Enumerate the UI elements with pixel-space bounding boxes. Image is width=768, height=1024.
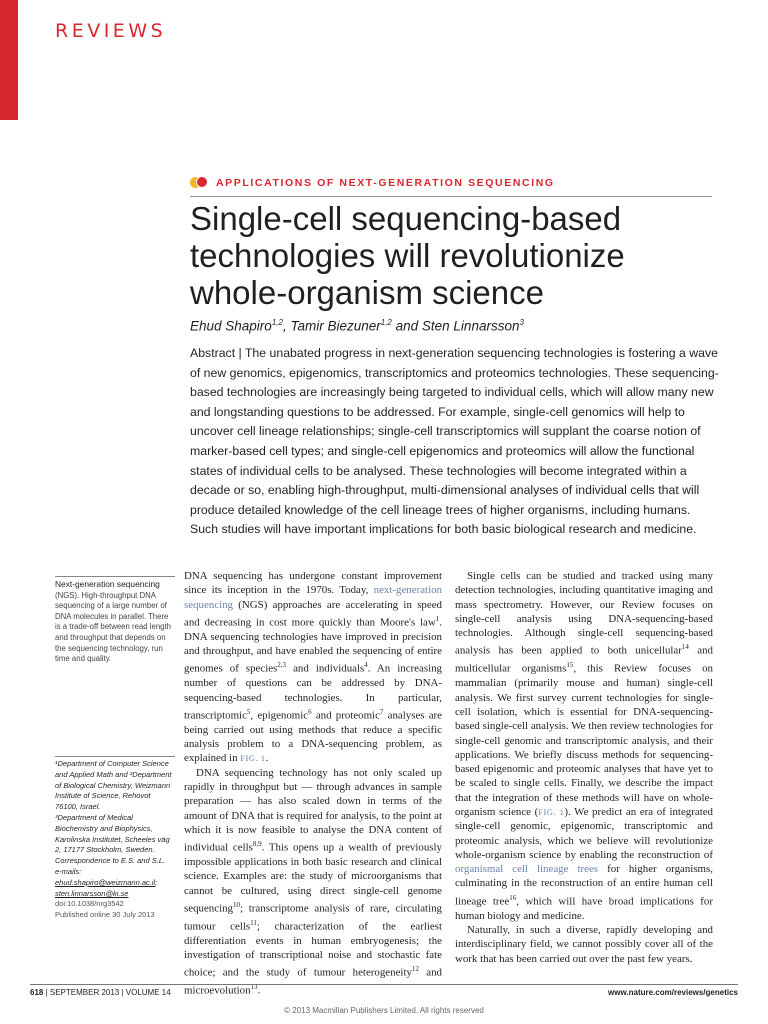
author-name: Sten Linnarsson (421, 318, 520, 334)
affiliations (55, 756, 175, 921)
text: for higher organisms, culminating in the reconstruction of an entire human cell lineage tree (455, 863, 713, 908)
citation[interactable]: 5 (246, 707, 251, 716)
author-affiliation-ref: 3 (519, 318, 524, 327)
paragraph (184, 569, 442, 766)
text: . (265, 752, 269, 765)
author-affiliation-ref: 1,2 (380, 318, 392, 327)
citation[interactable]: 8,9 (252, 840, 262, 849)
journal-url[interactable]: www.nature.com/reviews/genetics (608, 988, 738, 997)
series-rule (190, 196, 712, 197)
text: , which will have broad implications for human biology and medicine. (455, 895, 713, 922)
emails: e-mails: ehud.shapiro@weizmann.ac.il; sten.linnarsson@ki.se (55, 866, 158, 898)
citation[interactable]: 1 (435, 614, 440, 623)
text: analyses are being carried out using methods that reduce a specific analysis problem to a DNA-sequencing problem, as explained in (184, 709, 442, 765)
author-separator: , (282, 318, 291, 334)
citation[interactable]: 6 (308, 707, 312, 716)
emails-label: e-mails: (55, 866, 82, 876)
text: and microevolution (184, 967, 442, 998)
abstract-text: The unabated progress in next-generation sequencing technologies is fostering a wave of new genomics, epigenomics, transcriptomics and proteomics technologies. These sequencing-based technologies are increasingly being targeted to individual cells, which will allow many new and longstanding questions to be addressed. For example, single-cell genomics will help to uncover cell lineage relationships; single-cell transcriptomics will supplant the coarse notion of marker-based cell types; and single-cell epigenomics and proteomics will allow the functional states of individual cells to be analysed. These technologies will become integrated within a decade or so, enabling high-throughput, multi-dimensional analyses of individual cells that will produce detailed knowledge of the cell lineage trees of higher organisms, including humans. Such studies will have important implications for both basic biological research and medicine. (190, 346, 719, 537)
paragraph (184, 766, 442, 999)
footer-rule (30, 984, 738, 985)
author-list (190, 318, 524, 334)
text: . (257, 985, 261, 998)
correspondence: Correspondence to E.S. and S.L. (55, 856, 166, 866)
citation[interactable]: 4 (364, 661, 368, 670)
citation[interactable]: 2,3 (277, 661, 287, 670)
copyright: © 2013 Macmillan Publishers Limited. All rights reserved (284, 1006, 484, 1015)
citation[interactable]: 15 (566, 661, 574, 670)
text: ). We predict an era of integrated single-cell genomic, epigenomic, transcriptomic and proteomic analysis, which we believe will revolutionize whole-organism science by enabling the reconstruction of (455, 806, 714, 861)
abstract-label: Abstract | (190, 346, 242, 360)
text: and multicellular organisms (455, 645, 713, 676)
email-link-shapiro[interactable]: ehud.shapiro@weizmann.ac.il (55, 877, 156, 887)
section-color-bar (0, 0, 18, 120)
paragraph: Naturally, in such a diverse, rapidly developing and interdisciplinary field, we cannot possibly cover all of the work that has been carried out over the past few years. (455, 924, 713, 965)
text: . DNA sequencing technologies have improved in precision and throughput, and have enabled the sequencing of entire genomes of species (184, 616, 442, 676)
text: and proteomic (311, 709, 380, 722)
citation[interactable]: 11 (250, 918, 257, 927)
body-column-2 (455, 569, 713, 966)
affiliation-weizmann: ¹Department of Computer Science and Applied Math and ²Department of Biological Chemistry, Weizmann Institute of Science, Rehovot 76100, Israel. (55, 759, 172, 812)
affiliation-karolinska: ³Department of Medical Biochemistry and Biophysics, Karolinska Institutet, Scheeles väg 2, 17177 Stockholm, Sweden. (55, 812, 170, 855)
glossary-link[interactable]: next-generation sequencing (184, 584, 442, 611)
citation[interactable]: 14 (681, 643, 689, 652)
doi: doi:10.1038/nrg3542 (55, 899, 124, 909)
author-separator: and (391, 318, 422, 334)
text: , this Review focuses on mammalian (primarily mouse and human) single-cell analysis. We first survey current technologies for single-cell isolation, which is essential for DNA-sequencing-based single-cell analysis. We then review technologies for single-cell genomic and transcriptomic analysis, and their applications. We briefly discuss methods for sequencing-based epigenomic and proteomic analyses that have yet to be scaled to single cells. Finally, we describe the impact that the integration of these methods will have on whole-organism science ( (455, 663, 713, 818)
author-name: Ehud Shapiro (190, 318, 272, 334)
glossary-term: Next-generation sequencing (55, 576, 175, 590)
text: DNA sequencing technology has not only scaled up rapidly in throughput but — through advances in sample preparation — has also scaled down in terms of the amount of DNA that is required for analysis, to the point at which it is now feasible to analyse the DNA content of individual cells (184, 766, 442, 854)
text: (NGS) approaches are accelerating in speed and decreasing in cost more quickly than Moore's law (184, 598, 442, 629)
series-logo-icon (190, 175, 212, 190)
citation[interactable]: 16 (509, 893, 517, 902)
citation[interactable]: 13 (250, 983, 258, 992)
body-column-1 (184, 569, 442, 998)
issue-info: | SEPTEMBER 2013 | VOLUME 14 (43, 988, 171, 997)
page-number: 618 (30, 988, 44, 997)
section-label: REVIEWS (55, 20, 167, 42)
glossary-link[interactable]: organismal cell lineage trees (455, 863, 599, 876)
text: . An increasing number of questions can be addressed by DNA-sequencing-based technologies. In particular, transcriptomic (184, 663, 442, 722)
text: ; transcriptome analysis of rare, circulating tumour cells (184, 902, 442, 933)
email-link-linnarsson[interactable]: sten.linnarsson@ki.se (55, 888, 129, 898)
glossary-box (55, 576, 175, 665)
author-name: Tamir Biezuner (290, 318, 381, 334)
citation[interactable]: 10 (233, 901, 240, 910)
article-title: Single-cell sequencing-based technologies will revolutionize whole-organism science (190, 200, 625, 311)
paragraph (455, 569, 713, 923)
series-banner (190, 175, 555, 190)
text: . This opens up a wealth of previously impossible applications in both basic research and clinical science. Examples are: the study of microorganisms that cannot be cultured, using direct single-cell genome sequencing (184, 841, 442, 915)
abstract (190, 344, 720, 540)
series-label: APPLICATIONS OF NEXT-GENERATION SEQUENCING (216, 176, 555, 189)
figure-ref[interactable]: FIG. 1 (538, 807, 565, 817)
text: DNA sequencing has undergone constant improvement since its inception in the 1970s. Today, (184, 570, 442, 597)
text: Single cells can be studied and tracked using many detection technologies, including quantitative imaging and mass spectrometry. However, our Review focuses on single-cell analysis using DNA-sequencing-based technologies. Although single-cell sequencing-based analysis has been applied to both unicellular (455, 570, 713, 658)
citation[interactable]: 7 (379, 707, 384, 716)
text: , epigenomic (250, 709, 309, 722)
footer-issue (30, 988, 171, 997)
published-date: Published online 30 July 2013 (55, 910, 155, 920)
author-affiliation-ref: 1,2 (271, 318, 283, 327)
figure-ref[interactable]: FIG. 1 (240, 753, 266, 764)
glossary-definition: (NGS). High-throughput DNA sequencing of a large number of DNA molecules in parallel. There is a trade-off between read length and throughput that depends on the sequencing technology, run time and quality. (55, 590, 172, 664)
text: and individuals (286, 663, 365, 676)
text: ; characterization of the earliest differentiation events in human embryogenesis; the investigation of transcriptional noise and stochastic fate choice; and the study of tumour heterogeneity (184, 920, 442, 980)
citation[interactable]: 12 (411, 965, 419, 974)
